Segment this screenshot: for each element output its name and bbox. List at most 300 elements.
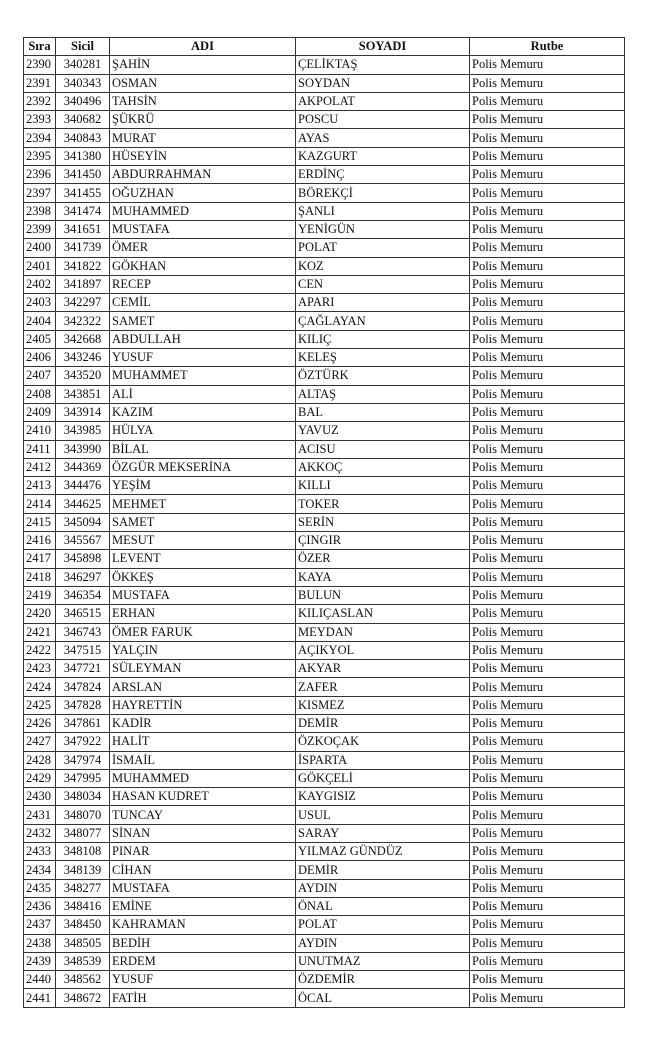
soyadi-cell: YILMAZ GÜNDÜZ bbox=[296, 843, 470, 861]
table-row bbox=[24, 330, 625, 348]
soyadi-cell: KISMEZ bbox=[296, 696, 470, 714]
table-row bbox=[24, 294, 625, 312]
sicil-cell: 346743 bbox=[56, 623, 110, 641]
adi-cell: MURAT bbox=[110, 129, 296, 147]
table-row bbox=[24, 751, 625, 769]
soyadi-cell: ÖZDEMİR bbox=[296, 971, 470, 989]
sicil-cell: 341822 bbox=[56, 257, 110, 275]
table-row bbox=[24, 532, 625, 550]
table-row bbox=[24, 769, 625, 787]
adi-cell: MUSTAFA bbox=[110, 586, 296, 604]
sira-cell: 2412 bbox=[24, 458, 56, 476]
soyadi-cell: ÇELİKTAŞ bbox=[296, 56, 470, 74]
rutbe-cell: Polis Memuru bbox=[470, 74, 625, 92]
soyadi-cell: SOYDAN bbox=[296, 74, 470, 92]
table-row bbox=[24, 56, 625, 74]
sira-cell: 2437 bbox=[24, 916, 56, 934]
sira-cell: 2408 bbox=[24, 385, 56, 403]
sicil-cell: 344369 bbox=[56, 458, 110, 476]
soyadi-cell: KILLI bbox=[296, 477, 470, 495]
adi-cell: YUSUF bbox=[110, 349, 296, 367]
rutbe-cell: Polis Memuru bbox=[470, 660, 625, 678]
soyadi-cell: MEYDAN bbox=[296, 623, 470, 641]
soyadi-cell: POLAT bbox=[296, 239, 470, 257]
adi-cell: MUHAMMED bbox=[110, 769, 296, 787]
adi-cell: MESUT bbox=[110, 532, 296, 550]
adi-cell: ÖMER FARUK bbox=[110, 623, 296, 641]
adi-cell: OĞUZHAN bbox=[110, 184, 296, 202]
soyadi-cell: KELEŞ bbox=[296, 349, 470, 367]
soyadi-cell: ÇINGIR bbox=[296, 532, 470, 550]
sira-cell: 2427 bbox=[24, 733, 56, 751]
table-row bbox=[24, 202, 625, 220]
sicil-cell: 347995 bbox=[56, 769, 110, 787]
table-row bbox=[24, 403, 625, 421]
soyadi-cell: CEN bbox=[296, 275, 470, 293]
soyadi-cell: APARI bbox=[296, 294, 470, 312]
table-row bbox=[24, 971, 625, 989]
table-row bbox=[24, 367, 625, 385]
sicil-cell: 348416 bbox=[56, 897, 110, 915]
rutbe-cell: Polis Memuru bbox=[470, 275, 625, 293]
rutbe-cell: Polis Memuru bbox=[470, 989, 625, 1007]
rutbe-cell: Polis Memuru bbox=[470, 367, 625, 385]
adi-cell: ERHAN bbox=[110, 605, 296, 623]
sicil-cell: 341380 bbox=[56, 147, 110, 165]
soyadi-cell: AKPOLAT bbox=[296, 92, 470, 110]
soyadi-cell: BÖREKÇİ bbox=[296, 184, 470, 202]
table-row bbox=[24, 879, 625, 897]
soyadi-cell: BULUN bbox=[296, 586, 470, 604]
table-row bbox=[24, 513, 625, 531]
rutbe-cell: Polis Memuru bbox=[470, 202, 625, 220]
sicil-cell: 341450 bbox=[56, 166, 110, 184]
adi-cell: ÖMER bbox=[110, 239, 296, 257]
sira-cell: 2431 bbox=[24, 806, 56, 824]
sira-cell: 2394 bbox=[24, 129, 56, 147]
rutbe-cell: Polis Memuru bbox=[470, 696, 625, 714]
sira-cell: 2396 bbox=[24, 166, 56, 184]
sicil-cell: 342322 bbox=[56, 312, 110, 330]
rutbe-cell: Polis Memuru bbox=[470, 843, 625, 861]
sicil-cell: 340343 bbox=[56, 74, 110, 92]
column-header-sicil: Sicil bbox=[56, 38, 110, 56]
soyadi-cell: DEMİR bbox=[296, 861, 470, 879]
sira-cell: 2441 bbox=[24, 989, 56, 1007]
sicil-cell: 347974 bbox=[56, 751, 110, 769]
soyadi-cell: ACISU bbox=[296, 440, 470, 458]
sicil-cell: 344476 bbox=[56, 477, 110, 495]
rutbe-cell: Polis Memuru bbox=[470, 312, 625, 330]
sira-cell: 2418 bbox=[24, 568, 56, 586]
soyadi-cell: ERDİNÇ bbox=[296, 166, 470, 184]
adi-cell: BEDİH bbox=[110, 934, 296, 952]
soyadi-cell: KAZGURT bbox=[296, 147, 470, 165]
sicil-cell: 346354 bbox=[56, 586, 110, 604]
sicil-cell: 343914 bbox=[56, 403, 110, 421]
table-row bbox=[24, 275, 625, 293]
soyadi-cell: KAYGISIZ bbox=[296, 788, 470, 806]
soyadi-cell: AYAS bbox=[296, 129, 470, 147]
adi-cell: CİHAN bbox=[110, 861, 296, 879]
sira-cell: 2426 bbox=[24, 714, 56, 732]
soyadi-cell: AKYAR bbox=[296, 660, 470, 678]
sira-cell: 2398 bbox=[24, 202, 56, 220]
rutbe-cell: Polis Memuru bbox=[470, 751, 625, 769]
table-row bbox=[24, 550, 625, 568]
sicil-cell: 348070 bbox=[56, 806, 110, 824]
sira-cell: 2405 bbox=[24, 330, 56, 348]
adi-cell: ÖZGÜR MEKSERİNA bbox=[110, 458, 296, 476]
sira-cell: 2392 bbox=[24, 92, 56, 110]
table-row bbox=[24, 166, 625, 184]
adi-cell: CEMİL bbox=[110, 294, 296, 312]
rutbe-cell: Polis Memuru bbox=[470, 477, 625, 495]
rutbe-cell: Polis Memuru bbox=[470, 971, 625, 989]
table-row bbox=[24, 678, 625, 696]
table-row bbox=[24, 623, 625, 641]
adi-cell: SİNAN bbox=[110, 824, 296, 842]
soyadi-cell: KILIÇASLAN bbox=[296, 605, 470, 623]
adi-cell: ARSLAN bbox=[110, 678, 296, 696]
soyadi-cell: KAYA bbox=[296, 568, 470, 586]
sicil-cell: 341739 bbox=[56, 239, 110, 257]
rutbe-cell: Polis Memuru bbox=[470, 422, 625, 440]
table-row bbox=[24, 952, 625, 970]
rutbe-cell: Polis Memuru bbox=[470, 916, 625, 934]
sira-cell: 2436 bbox=[24, 897, 56, 915]
sicil-cell: 345094 bbox=[56, 513, 110, 531]
column-header-sira: Sıra bbox=[24, 38, 56, 56]
adi-cell: MEHMET bbox=[110, 495, 296, 513]
sira-cell: 2429 bbox=[24, 769, 56, 787]
adi-cell: RECEP bbox=[110, 275, 296, 293]
table-row bbox=[24, 129, 625, 147]
adi-cell: MUSTAFA bbox=[110, 879, 296, 897]
table-row bbox=[24, 111, 625, 129]
column-header-rutbe: Rutbe bbox=[470, 38, 625, 56]
sira-cell: 2433 bbox=[24, 843, 56, 861]
rutbe-cell: Polis Memuru bbox=[470, 147, 625, 165]
rutbe-cell: Polis Memuru bbox=[470, 806, 625, 824]
rutbe-cell: Polis Memuru bbox=[470, 385, 625, 403]
rutbe-cell: Polis Memuru bbox=[470, 184, 625, 202]
adi-cell: ABDURRAHMAN bbox=[110, 166, 296, 184]
table-row bbox=[24, 312, 625, 330]
sira-cell: 2435 bbox=[24, 879, 56, 897]
table-row bbox=[24, 934, 625, 952]
rutbe-cell: Polis Memuru bbox=[470, 824, 625, 842]
sira-cell: 2423 bbox=[24, 660, 56, 678]
sira-cell: 2420 bbox=[24, 605, 56, 623]
column-header-soyadi: SOYADI bbox=[296, 38, 470, 56]
table-row bbox=[24, 641, 625, 659]
rutbe-cell: Polis Memuru bbox=[470, 220, 625, 238]
adi-cell: YEŞİM bbox=[110, 477, 296, 495]
sira-cell: 2411 bbox=[24, 440, 56, 458]
sira-cell: 2419 bbox=[24, 586, 56, 604]
table-row bbox=[24, 568, 625, 586]
sira-cell: 2430 bbox=[24, 788, 56, 806]
header-row bbox=[24, 38, 625, 56]
sira-cell: 2416 bbox=[24, 532, 56, 550]
rutbe-cell: Polis Memuru bbox=[470, 92, 625, 110]
rutbe-cell: Polis Memuru bbox=[470, 403, 625, 421]
adi-cell: ALİ bbox=[110, 385, 296, 403]
sicil-cell: 347515 bbox=[56, 641, 110, 659]
personnel-table bbox=[23, 37, 625, 1008]
sira-cell: 2397 bbox=[24, 184, 56, 202]
sicil-cell: 348277 bbox=[56, 879, 110, 897]
adi-cell: LEVENT bbox=[110, 550, 296, 568]
sicil-cell: 348077 bbox=[56, 824, 110, 842]
rutbe-cell: Polis Memuru bbox=[470, 934, 625, 952]
sicil-cell: 342668 bbox=[56, 330, 110, 348]
sira-cell: 2404 bbox=[24, 312, 56, 330]
sicil-cell: 348139 bbox=[56, 861, 110, 879]
soyadi-cell: POLAT bbox=[296, 916, 470, 934]
soyadi-cell: GÖKÇELİ bbox=[296, 769, 470, 787]
soyadi-cell: SARAY bbox=[296, 824, 470, 842]
sira-cell: 2413 bbox=[24, 477, 56, 495]
soyadi-cell: YENİGÜN bbox=[296, 220, 470, 238]
table-row bbox=[24, 861, 625, 879]
sicil-cell: 344625 bbox=[56, 495, 110, 513]
sicil-cell: 347861 bbox=[56, 714, 110, 732]
sicil-cell: 348108 bbox=[56, 843, 110, 861]
adi-cell: SAMET bbox=[110, 312, 296, 330]
adi-cell: FATİH bbox=[110, 989, 296, 1007]
sicil-cell: 340281 bbox=[56, 56, 110, 74]
sicil-cell: 347922 bbox=[56, 733, 110, 751]
rutbe-cell: Polis Memuru bbox=[470, 166, 625, 184]
adi-cell: ÖKKEŞ bbox=[110, 568, 296, 586]
rutbe-cell: Polis Memuru bbox=[470, 788, 625, 806]
table-row bbox=[24, 239, 625, 257]
sira-cell: 2391 bbox=[24, 74, 56, 92]
rutbe-cell: Polis Memuru bbox=[470, 769, 625, 787]
sira-cell: 2438 bbox=[24, 934, 56, 952]
rutbe-cell: Polis Memuru bbox=[470, 458, 625, 476]
table-row bbox=[24, 147, 625, 165]
soyadi-cell: BAL bbox=[296, 403, 470, 421]
table-row bbox=[24, 74, 625, 92]
rutbe-cell: Polis Memuru bbox=[470, 257, 625, 275]
soyadi-cell: ÖZER bbox=[296, 550, 470, 568]
sira-cell: 2395 bbox=[24, 147, 56, 165]
table-row bbox=[24, 916, 625, 934]
adi-cell: YUSUF bbox=[110, 971, 296, 989]
adi-cell: HAYRETTİN bbox=[110, 696, 296, 714]
adi-cell: HÜLYA bbox=[110, 422, 296, 440]
sicil-cell: 345898 bbox=[56, 550, 110, 568]
table-row bbox=[24, 989, 625, 1007]
sira-cell: 2402 bbox=[24, 275, 56, 293]
sira-cell: 2424 bbox=[24, 678, 56, 696]
adi-cell: ABDULLAH bbox=[110, 330, 296, 348]
adi-cell: YALÇIN bbox=[110, 641, 296, 659]
soyadi-cell: YAVUZ bbox=[296, 422, 470, 440]
sira-cell: 2390 bbox=[24, 56, 56, 74]
soyadi-cell: ÖNAL bbox=[296, 897, 470, 915]
table-row bbox=[24, 843, 625, 861]
soyadi-cell: ÇAĞLAYAN bbox=[296, 312, 470, 330]
rutbe-cell: Polis Memuru bbox=[470, 586, 625, 604]
soyadi-cell: ÖZTÜRK bbox=[296, 367, 470, 385]
sicil-cell: 348450 bbox=[56, 916, 110, 934]
adi-cell: PINAR bbox=[110, 843, 296, 861]
table-body bbox=[24, 56, 625, 1007]
soyadi-cell: KOZ bbox=[296, 257, 470, 275]
sicil-cell: 342297 bbox=[56, 294, 110, 312]
sira-cell: 2399 bbox=[24, 220, 56, 238]
rutbe-cell: Polis Memuru bbox=[470, 239, 625, 257]
sicil-cell: 343246 bbox=[56, 349, 110, 367]
sira-cell: 2393 bbox=[24, 111, 56, 129]
soyadi-cell: USUL bbox=[296, 806, 470, 824]
sira-cell: 2425 bbox=[24, 696, 56, 714]
table-row bbox=[24, 586, 625, 604]
sira-cell: 2432 bbox=[24, 824, 56, 842]
adi-cell: BİLAL bbox=[110, 440, 296, 458]
soyadi-cell: ÖZKOÇAK bbox=[296, 733, 470, 751]
rutbe-cell: Polis Memuru bbox=[470, 897, 625, 915]
soyadi-cell: AYDIN bbox=[296, 934, 470, 952]
rutbe-cell: Polis Memuru bbox=[470, 623, 625, 641]
sira-cell: 2400 bbox=[24, 239, 56, 257]
sira-cell: 2401 bbox=[24, 257, 56, 275]
table-row bbox=[24, 495, 625, 513]
sira-cell: 2403 bbox=[24, 294, 56, 312]
sicil-cell: 348562 bbox=[56, 971, 110, 989]
sira-cell: 2421 bbox=[24, 623, 56, 641]
table-row bbox=[24, 696, 625, 714]
adi-cell: EMİNE bbox=[110, 897, 296, 915]
sicil-cell: 345567 bbox=[56, 532, 110, 550]
table-row bbox=[24, 897, 625, 915]
table-row bbox=[24, 458, 625, 476]
sira-cell: 2407 bbox=[24, 367, 56, 385]
sicil-cell: 347828 bbox=[56, 696, 110, 714]
sicil-cell: 343851 bbox=[56, 385, 110, 403]
sira-cell: 2439 bbox=[24, 952, 56, 970]
adi-cell: TUNCAY bbox=[110, 806, 296, 824]
sira-cell: 2414 bbox=[24, 495, 56, 513]
rutbe-cell: Polis Memuru bbox=[470, 733, 625, 751]
rutbe-cell: Polis Memuru bbox=[470, 550, 625, 568]
adi-cell: ERDEM bbox=[110, 952, 296, 970]
sira-cell: 2406 bbox=[24, 349, 56, 367]
sicil-cell: 343520 bbox=[56, 367, 110, 385]
sicil-cell: 348034 bbox=[56, 788, 110, 806]
sicil-cell: 347824 bbox=[56, 678, 110, 696]
rutbe-cell: Polis Memuru bbox=[470, 952, 625, 970]
sicil-cell: 341455 bbox=[56, 184, 110, 202]
soyadi-cell: DEMİR bbox=[296, 714, 470, 732]
rutbe-cell: Polis Memuru bbox=[470, 714, 625, 732]
sicil-cell: 343990 bbox=[56, 440, 110, 458]
sira-cell: 2422 bbox=[24, 641, 56, 659]
soyadi-cell: AYDIN bbox=[296, 879, 470, 897]
sicil-cell: 341651 bbox=[56, 220, 110, 238]
adi-cell: HASAN KUDRET bbox=[110, 788, 296, 806]
rutbe-cell: Polis Memuru bbox=[470, 879, 625, 897]
rutbe-cell: Polis Memuru bbox=[470, 532, 625, 550]
rutbe-cell: Polis Memuru bbox=[470, 568, 625, 586]
rutbe-cell: Polis Memuru bbox=[470, 440, 625, 458]
sicil-cell: 348505 bbox=[56, 934, 110, 952]
soyadi-cell: İSPARTA bbox=[296, 751, 470, 769]
rutbe-cell: Polis Memuru bbox=[470, 349, 625, 367]
sicil-cell: 341474 bbox=[56, 202, 110, 220]
adi-cell: MUHAMMED bbox=[110, 202, 296, 220]
adi-cell: SAMET bbox=[110, 513, 296, 531]
sira-cell: 2415 bbox=[24, 513, 56, 531]
soyadi-cell: POSCU bbox=[296, 111, 470, 129]
adi-cell: ŞAHİN bbox=[110, 56, 296, 74]
adi-cell: HÜSEYİN bbox=[110, 147, 296, 165]
soyadi-cell: ZAFER bbox=[296, 678, 470, 696]
sicil-cell: 347721 bbox=[56, 660, 110, 678]
adi-cell: KAHRAMAN bbox=[110, 916, 296, 934]
sira-cell: 2410 bbox=[24, 422, 56, 440]
adi-cell: İSMAİL bbox=[110, 751, 296, 769]
sicil-cell: 340843 bbox=[56, 129, 110, 147]
table-row bbox=[24, 440, 625, 458]
table-row bbox=[24, 257, 625, 275]
table-row bbox=[24, 184, 625, 202]
table-row bbox=[24, 422, 625, 440]
sicil-cell: 343985 bbox=[56, 422, 110, 440]
rutbe-cell: Polis Memuru bbox=[470, 330, 625, 348]
sicil-cell: 340496 bbox=[56, 92, 110, 110]
table-row bbox=[24, 605, 625, 623]
soyadi-cell: AKKOÇ bbox=[296, 458, 470, 476]
rutbe-cell: Polis Memuru bbox=[470, 495, 625, 513]
table-header bbox=[24, 38, 625, 56]
table-row bbox=[24, 806, 625, 824]
sira-cell: 2428 bbox=[24, 751, 56, 769]
table-row bbox=[24, 733, 625, 751]
table-row bbox=[24, 660, 625, 678]
rutbe-cell: Polis Memuru bbox=[470, 678, 625, 696]
adi-cell: KAZIM bbox=[110, 403, 296, 421]
sicil-cell: 346297 bbox=[56, 568, 110, 586]
soyadi-cell: ALTAŞ bbox=[296, 385, 470, 403]
sira-cell: 2409 bbox=[24, 403, 56, 421]
adi-cell: SÜLEYMAN bbox=[110, 660, 296, 678]
table-row bbox=[24, 477, 625, 495]
adi-cell: ŞÜKRÜ bbox=[110, 111, 296, 129]
sira-cell: 2417 bbox=[24, 550, 56, 568]
sicil-cell: 348539 bbox=[56, 952, 110, 970]
sicil-cell: 341897 bbox=[56, 275, 110, 293]
table-row bbox=[24, 385, 625, 403]
sicil-cell: 340682 bbox=[56, 111, 110, 129]
sira-cell: 2440 bbox=[24, 971, 56, 989]
soyadi-cell: UNUTMAZ bbox=[296, 952, 470, 970]
soyadi-cell: AÇIKYOL bbox=[296, 641, 470, 659]
sicil-cell: 348672 bbox=[56, 989, 110, 1007]
adi-cell: TAHSİN bbox=[110, 92, 296, 110]
table-row bbox=[24, 349, 625, 367]
soyadi-cell: ÖCAL bbox=[296, 989, 470, 1007]
soyadi-cell: KILIÇ bbox=[296, 330, 470, 348]
adi-cell: GÖKHAN bbox=[110, 257, 296, 275]
soyadi-cell: SERİN bbox=[296, 513, 470, 531]
adi-cell: MUHAMMET bbox=[110, 367, 296, 385]
rutbe-cell: Polis Memuru bbox=[470, 605, 625, 623]
